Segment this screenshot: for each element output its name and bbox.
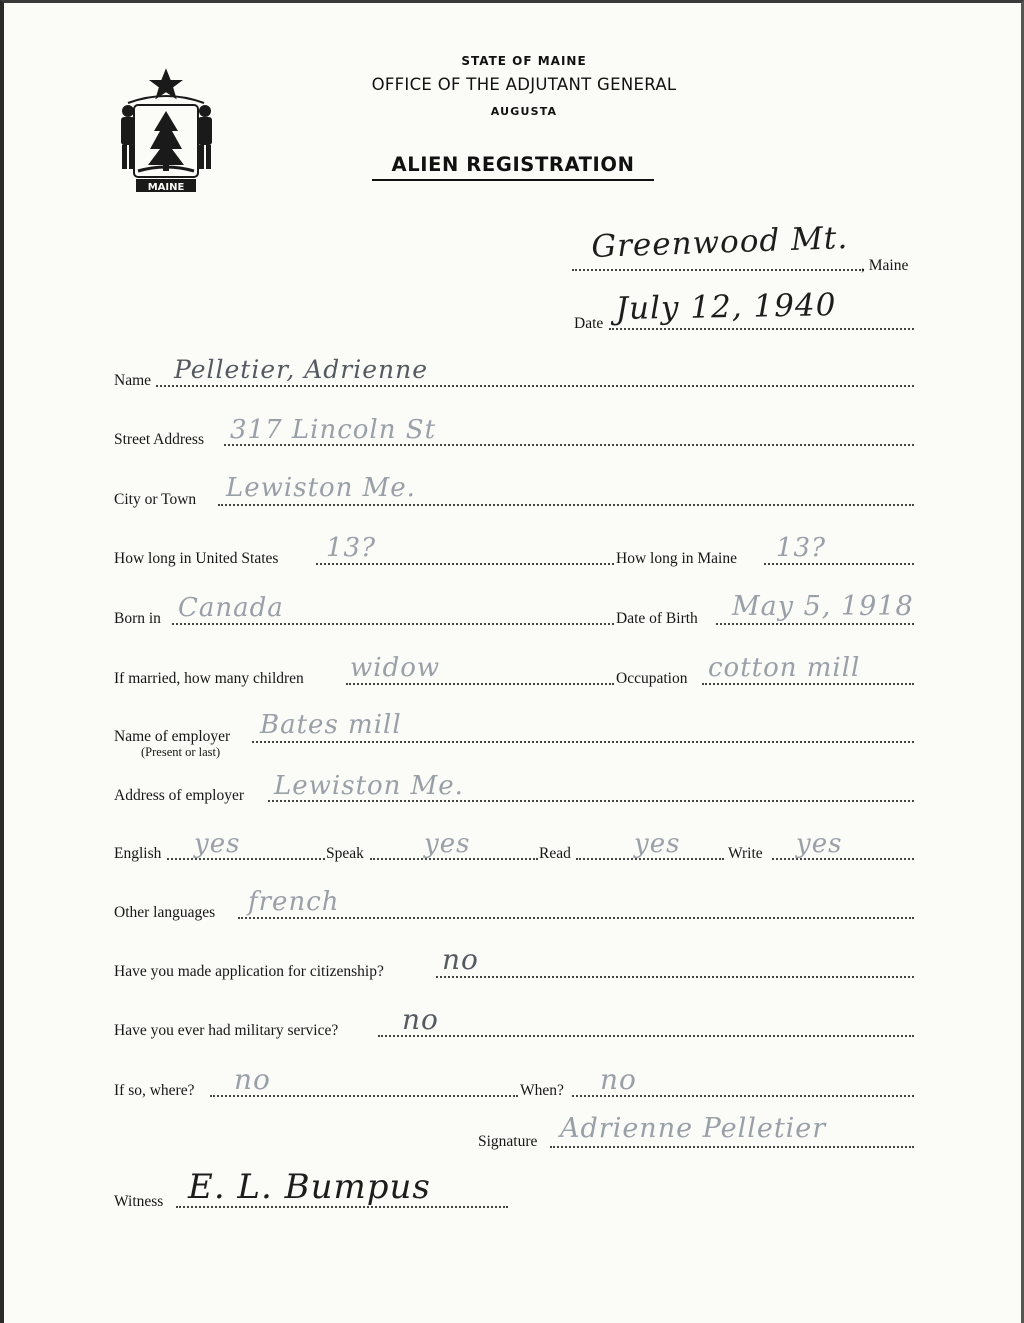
speak-value: yes bbox=[424, 829, 471, 859]
date-of-birth-label: Date of Birth bbox=[616, 610, 698, 627]
street-label: Street Address bbox=[114, 431, 204, 448]
born-in-line bbox=[172, 623, 614, 625]
date-of-birth-value: May 5, 1918 bbox=[732, 591, 914, 622]
employer-value: Bates mill bbox=[260, 710, 402, 740]
city-label: City or Town bbox=[114, 491, 197, 508]
witness-label: Witness bbox=[114, 1193, 164, 1210]
occupation-label: Occupation bbox=[616, 670, 688, 687]
place-line bbox=[572, 269, 864, 271]
children-value: widow bbox=[350, 653, 441, 683]
citizenship-label: Have you made application for citizenship? bbox=[114, 963, 384, 980]
speak-label: Speak bbox=[326, 845, 364, 862]
other-languages-value: french bbox=[248, 887, 340, 917]
when-value: no bbox=[600, 1063, 637, 1096]
date-line bbox=[609, 328, 914, 330]
maine-state-seal bbox=[114, 67, 219, 195]
military-label: Have you ever had military service? bbox=[114, 1022, 339, 1039]
date-label: Date bbox=[574, 315, 604, 332]
other-languages-line bbox=[238, 917, 914, 919]
english-line bbox=[167, 858, 325, 860]
citizenship-value: no bbox=[442, 943, 479, 976]
how-long-maine-line bbox=[764, 563, 914, 565]
how-long-maine-label: How long in Maine bbox=[616, 550, 737, 567]
other-languages-label: Other languages bbox=[114, 904, 216, 921]
place-value: Greenwood Mt. bbox=[590, 220, 849, 265]
read-label: Read bbox=[539, 845, 571, 862]
citizenship-line bbox=[436, 976, 914, 978]
english-value: yes bbox=[194, 829, 241, 859]
write-label: Write bbox=[728, 845, 763, 862]
military-value: no bbox=[402, 1003, 439, 1036]
employer-address-label: Address of employer bbox=[114, 787, 244, 804]
write-value: yes bbox=[796, 829, 843, 859]
how-long-us-line bbox=[316, 563, 614, 565]
form-title: ALIEN REGISTRATION bbox=[372, 153, 654, 181]
signature-line bbox=[550, 1146, 914, 1148]
name-label: Name bbox=[114, 372, 152, 389]
signature-value: Adrienne Pelletier bbox=[560, 1113, 827, 1144]
header-state: STATE OF MAINE bbox=[461, 54, 587, 68]
header-office: OFFICE OF THE ADJUTANT GENERAL bbox=[371, 75, 677, 94]
military-line bbox=[378, 1035, 914, 1037]
witness-value: E. L. Bumpus bbox=[188, 1167, 431, 1207]
city-value: Lewiston Me. bbox=[226, 473, 416, 503]
place-suffix: , Maine bbox=[861, 257, 909, 274]
header-city: AUGUSTA bbox=[490, 105, 558, 118]
street-value: 317 Lincoln St bbox=[230, 415, 437, 445]
city-line bbox=[218, 504, 914, 506]
employer-address-value: Lewiston Me. bbox=[274, 771, 464, 801]
read-value: yes bbox=[634, 829, 681, 859]
where-value: no bbox=[234, 1063, 271, 1096]
how-long-maine-value: 13? bbox=[776, 533, 827, 563]
occupation-value: cotton mill bbox=[708, 653, 861, 683]
date-of-birth-line bbox=[716, 623, 914, 625]
name-value: Pelletier, Adrienne bbox=[174, 355, 429, 384]
born-in-value: Canada bbox=[178, 593, 284, 623]
children-line bbox=[346, 683, 614, 685]
children-label: If married, how many children bbox=[114, 670, 304, 687]
occupation-line bbox=[702, 683, 914, 685]
english-label: English bbox=[114, 845, 162, 862]
where-label: If so, where? bbox=[114, 1082, 195, 1099]
how-long-us-label: How long in United States bbox=[114, 550, 279, 567]
name-line bbox=[156, 385, 914, 387]
employer-sublabel: (Present or last) bbox=[141, 745, 221, 759]
when-label: When? bbox=[520, 1082, 564, 1099]
born-in-label: Born in bbox=[114, 610, 161, 627]
seal-maine-text: MAINE bbox=[147, 182, 185, 193]
date-value: July 12, 1940 bbox=[615, 287, 837, 327]
employer-label: Name of employer bbox=[114, 728, 231, 745]
signature-label: Signature bbox=[478, 1133, 538, 1150]
write-line bbox=[772, 858, 914, 860]
how-long-us-value: 13? bbox=[326, 533, 377, 563]
employer-line bbox=[252, 741, 914, 743]
